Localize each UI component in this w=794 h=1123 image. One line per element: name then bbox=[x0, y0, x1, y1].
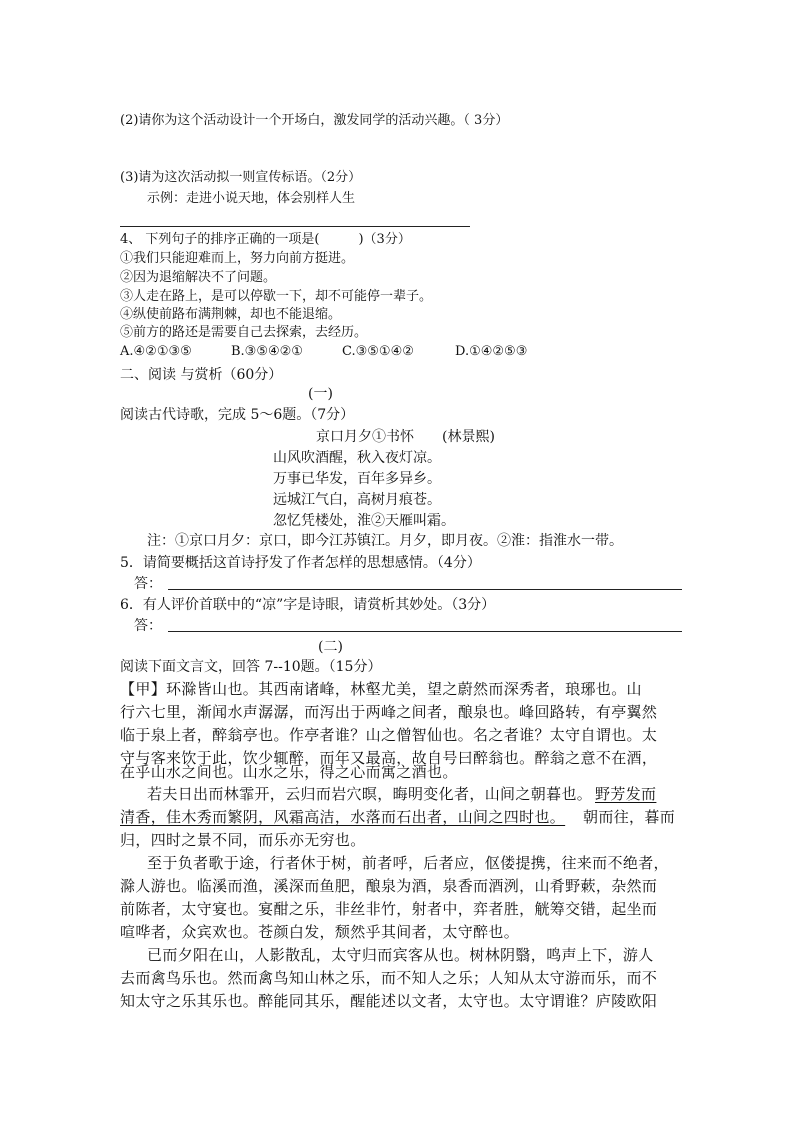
prose-line-5: 在乎山水之间也。山水之乐，得之心而寓之酒也。 bbox=[120, 763, 458, 781]
option-d: D.①④②⑤③ bbox=[455, 344, 528, 359]
prose-line-12: 喧哗者，众宾欢也。苍颜白发，颓然乎其间者，太守醉也。 bbox=[120, 923, 520, 941]
prose-line-10: 滁人游也。临溪而渔，溪深而鱼肥，酿泉为酒，泉香而酒洌，山肴野蔌，杂然而 bbox=[120, 877, 658, 895]
question-6: 6．有人评价首联中的“凉”字是诗眼，请赏析其妙处。（3分） bbox=[120, 597, 496, 613]
prose-line-3: 临于泉上者，醉翁亭也。作亭者谁？山之僧智仙也。名之者谁？太守自谓也。太 bbox=[120, 726, 658, 744]
prose-intro: 阅读下面文言文，回答 7--10题。（15分） bbox=[120, 659, 382, 675]
prose-line-9: 至于负者歌于途，行者休于树，前者呼，后者应，伛偻提携，往来而不绝者， bbox=[147, 854, 669, 872]
poem-line-3: 远城江气白，高树月痕苍。 bbox=[273, 492, 441, 508]
question-2-text: (2)请你为这个活动设计一个开场白，激发同学的活动兴趣。（ 3分） bbox=[120, 113, 509, 128]
section-2-heading: 二、阅读 与赏析（60分） bbox=[120, 367, 283, 383]
poem-title: 京口月夕①书怀 (林景熙) bbox=[316, 429, 495, 445]
question-5: 5．请简要概括这首诗抒发了作者怎样的思想感情。（4分） bbox=[120, 555, 481, 571]
prose-line-1: 【甲】环滁皆山也。其西南诸峰，林壑尤美，望之蔚然而深秀者，琅琊也。山 bbox=[120, 680, 642, 698]
question-3-example: 示例：走进小说天地，体会别样人生 bbox=[147, 191, 356, 206]
poem-line-4: 忽忆凭楼处，淮②天雁叫霜。 bbox=[273, 513, 455, 529]
sentence-5: ⑤前方的路还是需要自己去探索，去经历。 bbox=[120, 325, 368, 340]
sentence-1: ①我们只能迎难而上，努力向前方挺进。 bbox=[120, 251, 355, 266]
prose-line-14: 去而禽鸟乐也。然而禽鸟知山林之乐，而不知人之乐；人知从太守游而乐，而不 bbox=[120, 969, 658, 987]
prose-line-11: 前陈者，太守宴也。宴酣之乐，非丝非竹，射者中，弈者胜，觥筹交错，起坐而 bbox=[120, 900, 658, 918]
prose-line-8: 归，四时之景不同，而乐亦无穷也。 bbox=[120, 831, 366, 849]
prose-line-13: 已而夕阳在山，人影散乱，太守归而宾客从也。树林阴翳，鸣声上下，游人 bbox=[147, 946, 654, 964]
part-1-label: (一) bbox=[308, 386, 333, 402]
option-b: B.③⑤④②① bbox=[231, 344, 303, 359]
answer-line-q6 bbox=[168, 631, 682, 632]
poem-note: 注：①京口月夕：京口，即今江苏镇江。月夕，即月夜。②淮：指淮水一带。 bbox=[147, 533, 623, 549]
part-2-label: (二) bbox=[318, 639, 343, 655]
option-c: C.③⑤①④② bbox=[342, 344, 414, 359]
answer-label-q5: 答： bbox=[134, 576, 162, 592]
prose-line-15: 知太守之乐其乐也。醉能同其乐，醒能述以文者，太守也。太守谓谁？庐陵欧阳 bbox=[120, 992, 658, 1010]
prose-line-7-tail: 朝而往，暮而 bbox=[583, 808, 676, 826]
poem-intro: 阅读古代诗歌，完成 5～6题。（7分） bbox=[120, 407, 355, 423]
option-a: A.④②①③⑤ bbox=[120, 344, 192, 359]
sentence-2: ②因为退缩解决不了问题。 bbox=[120, 270, 277, 285]
sentence-3: ③人走在路上，是可以停歇一下，却不可能停一辈子。 bbox=[120, 289, 433, 304]
question-4-stem: 4、 下列句子的排序正确的一项是( )（3分） bbox=[120, 232, 411, 247]
prose-line-2: 行六七里，渐闻水声潺潺，而泻出于两峰之间者，酿泉也。峰回路转，有亭翼然 bbox=[120, 703, 658, 721]
poem-line-2: 万事已华发，百年多异乡。 bbox=[273, 471, 441, 487]
sentence-4: ④纵使前路布满荆棘，却也不能退缩。 bbox=[120, 307, 342, 322]
prose-line-4: 守与客来饮于此，饮少辄醉，而年又最高，故自号曰醉翁也。醉翁之意不在酒， bbox=[120, 749, 658, 767]
poem-line-1: 山风吹酒醒，秋入夜灯凉。 bbox=[273, 450, 441, 466]
answer-line-q5 bbox=[168, 589, 682, 590]
prose-underlined-start: 野芳发而 bbox=[595, 785, 657, 803]
answer-label-q6: 答： bbox=[134, 618, 162, 634]
question-3-text: (3)请为这次活动拟一则宣传标语。（2分） bbox=[120, 170, 362, 185]
prose-line-6: 若夫日出而林霏开，云归而岩穴暝，晦明变化者，山间之朝暮也。 bbox=[147, 785, 593, 803]
answer-line-q3 bbox=[120, 226, 470, 227]
prose-underlined-line: 清香，佳木秀而繁阴，风霜高洁，水落而石出者，山间之四时也。 bbox=[120, 808, 566, 826]
